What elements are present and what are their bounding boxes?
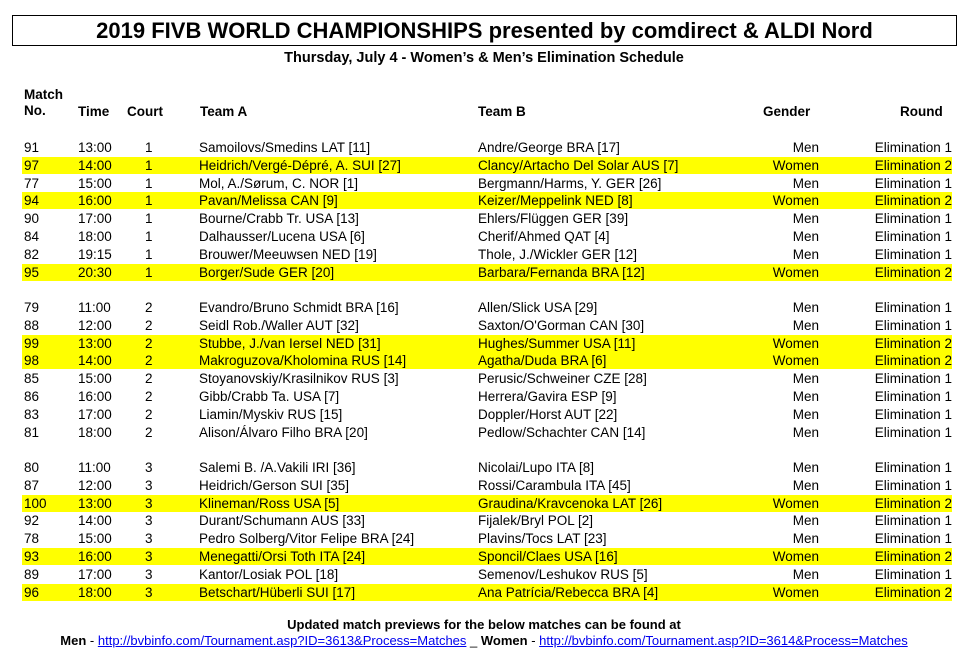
cell-round: Elimination 1 [874,513,952,529]
page-title: 2019 FIVB WORLD CHAMPIONSHIPS presented by comdirect & ALDI Nord [12,15,957,46]
header-time: Time [78,104,110,119]
men-separator: - [86,633,98,648]
cell-court: 1 [145,246,153,262]
cell-gender: Men [792,424,819,440]
cell-gender: Men [792,246,819,262]
cell-gender: Women [772,584,819,600]
men-label: Men [60,633,87,648]
table-row [22,477,952,494]
cell-team-b: Cherif/Ahmed QAT [4] [478,229,610,244]
header-round: Round [900,104,943,119]
cell-court: 2 [145,371,153,387]
header-match-line1: Match [24,87,64,102]
table-row [22,406,952,423]
cell-time: 17:00 [78,566,112,582]
table-row [22,246,952,263]
cell-gender: Women [772,353,819,369]
cell-match-no: 83 [24,406,40,422]
header-team-a: Team A [200,104,248,119]
cell-time: 14:00 [78,513,112,529]
cell-team-b: Herrera/Gavira ESP [9] [478,389,617,404]
cell-team-b: Barbara/Fernanda BRA [12] [478,264,645,280]
men-link[interactable]: http://bvbinfo.com/Tournament.asp?ID=3613&Process=Matches [97,633,467,648]
women-link[interactable]: http://bvbinfo.com/Tournament.asp?ID=3614&Process=Matches [539,633,908,648]
cell-court: 3 [145,460,153,475]
cell-match-no: 95 [24,264,40,280]
table-row [22,192,952,209]
cell-round: Elimination 2 [874,157,952,173]
cell-match-no: 88 [24,317,40,333]
cell-round: Elimination 2 [874,584,952,600]
table-row [22,566,952,583]
cell-team-b: Thole, J./Wickler GER [12] [478,246,638,262]
cell-court: 1 [145,193,153,209]
cell-match-no: 99 [24,335,40,351]
cell-match-no: 97 [24,157,40,173]
cell-round: Elimination 2 [874,264,952,280]
cell-match-no: 87 [24,477,40,493]
cell-match-no: 98 [24,353,40,369]
cell-team-a: Stoyanovskiy/Krasilnikov RUS [3] [199,371,399,387]
cell-round: Elimination 1 [874,531,952,547]
women-label: Women [480,633,528,648]
cell-team-b: Hughes/Summer USA [11] [478,335,636,351]
cell-gender: Men [792,371,819,387]
cell-team-b: Ana Patrícia/Rebecca BRA [4] [478,584,659,600]
cell-round: Elimination 1 [874,424,952,440]
header-match-line2: No. [24,103,46,118]
footer-note: Updated match previews for the below matches can be found at [287,617,681,632]
cell-gender: Women [772,549,819,564]
cell-match-no: 89 [24,566,40,582]
cell-match-no: 86 [24,389,40,404]
cell-time: 15:00 [78,531,112,547]
cell-team-a: Stubbe, J./van Iersel NED [31] [199,335,381,351]
table-row [22,388,952,405]
cell-round: Elimination 1 [874,566,952,582]
cell-team-a: Brouwer/Meeuwsen NED [19] [199,246,377,262]
cell-round: Elimination 2 [874,495,952,511]
table-row [22,370,952,387]
cell-team-a: Mol, A./Sørum, C. NOR [1] [199,175,359,191]
cell-team-a: Pedro Solberg/Vitor Felipe BRA [24] [199,531,415,547]
cell-gender: Women [772,495,819,511]
table-row [22,157,952,174]
cell-court: 3 [145,495,153,511]
header-match-no [24,87,63,119]
cell-court: 1 [145,229,153,244]
cell-court: 1 [145,140,153,155]
table-row [22,139,952,156]
table-row [22,512,952,529]
cell-team-a: Borger/Sude GER [20] [199,264,335,280]
header-team-b: Team B [478,104,526,119]
cell-gender: Men [792,477,819,493]
cell-round: Elimination 2 [874,335,952,351]
cell-team-b: Agatha/Duda BRA [6] [478,353,607,369]
cell-team-b: Rossi/Carambula ITA [45] [478,477,631,493]
cell-gender: Men [792,300,819,315]
cell-team-b: Semenov/Leshukov RUS [5] [478,566,648,582]
cell-team-a: Pavan/Melissa CAN [9] [199,193,338,209]
mid-separator: _ [466,633,481,648]
cell-team-a: Heidrich/Vergé-Dépré, A. SUI [27] [199,157,401,173]
cell-court: 3 [145,513,153,529]
cell-team-a: Alison/Álvaro Filho BRA [20] [199,424,368,440]
cell-round: Elimination 1 [874,300,952,315]
page-subtitle: Thursday, July 4 - Women’s & Men’s Elimination Schedule [284,50,684,66]
cell-team-a: Klineman/Ross USA [5] [199,495,340,511]
cell-time: 16:00 [78,193,112,209]
cell-gender: Men [792,140,819,155]
cell-match-no: 96 [24,584,40,600]
cell-court: 1 [145,264,153,280]
women-separator: - [527,633,540,648]
cell-court: 1 [145,157,153,173]
cell-court: 3 [145,566,153,582]
cell-time: 16:00 [78,549,112,564]
cell-team-b: Graudina/Kravcenoka LAT [26] [478,495,663,511]
cell-round: Elimination 1 [874,406,952,422]
cell-time: 17:00 [78,406,112,422]
cell-court: 2 [145,424,153,440]
cell-match-no: 93 [24,549,40,564]
table-row [22,264,952,281]
cell-team-b: Perusic/Schweiner CZE [28] [478,371,647,387]
cell-team-b: Nicolai/Lupo ITA [8] [478,460,595,475]
cell-team-b: Ehlers/Flüggen GER [39] [478,211,629,227]
cell-gender: Men [792,175,819,191]
cell-gender: Men [792,531,819,547]
cell-match-no: 82 [24,246,40,262]
table-row [22,584,952,601]
cell-time: 14:00 [78,353,112,369]
cell-gender: Women [772,335,819,351]
cell-team-a: Makroguzova/Kholomina RUS [14] [199,353,407,369]
cell-team-b: Sponcil/Claes USA [16] [478,549,618,564]
table-row [22,299,952,316]
cell-court: 2 [145,389,153,404]
cell-round: Elimination 1 [874,317,952,333]
cell-time: 17:00 [78,211,112,227]
cell-time: 20:30 [78,264,112,280]
cell-court: 2 [145,353,153,369]
table-row [22,548,952,565]
table-row [22,495,952,512]
cell-time: 11:00 [78,460,111,475]
table-row [22,317,952,334]
cell-team-b: Andre/George BRA [17] [478,140,620,155]
cell-court: 2 [145,406,153,422]
cell-gender: Women [772,157,819,173]
cell-round: Elimination 1 [874,229,952,244]
cell-team-a: Dalhausser/Lucena USA [6] [199,229,365,244]
cell-time: 13:00 [78,140,112,155]
cell-round: Elimination 2 [874,193,952,209]
cell-team-b: Keizer/Meppelink NED [8] [478,193,633,209]
cell-time: 15:00 [78,371,112,387]
cell-team-b: Pedlow/Schachter CAN [14] [478,424,646,440]
cell-court: 2 [145,317,153,333]
cell-team-b: Allen/Slick USA [29] [478,300,598,315]
cell-team-a: Betschart/Hüberli SUI [17] [199,584,356,600]
cell-gender: Men [792,389,819,404]
cell-gender: Men [792,406,819,422]
cell-team-a: Salemi B. /A.Vakili IRI [36] [199,460,356,475]
cell-time: 13:00 [78,495,112,511]
cell-team-a: Heidrich/Gerson SUI [35] [199,477,350,493]
cell-gender: Men [792,513,819,529]
header-gender: Gender [763,104,811,119]
cell-match-no: 100 [24,495,47,511]
cell-round: Elimination 1 [874,211,952,227]
cell-match-no: 80 [24,460,40,475]
cell-team-b: Plavins/Tocs LAT [23] [478,531,607,547]
cell-court: 3 [145,477,153,493]
cell-gender: Men [792,566,819,582]
cell-round: Elimination 2 [874,353,952,369]
cell-time: 12:00 [78,317,112,333]
cell-team-a: Evandro/Bruno Schmidt BRA [16] [199,300,399,315]
cell-match-no: 92 [24,513,40,529]
cell-gender: Women [772,264,819,280]
cell-round: Elimination 1 [874,477,952,493]
cell-team-b: Doppler/Horst AUT [22] [478,406,618,422]
cell-team-b: Fijalek/Bryl POL [2] [478,513,594,529]
table-row [22,530,952,547]
cell-time: 18:00 [78,424,112,440]
cell-gender: Men [792,460,819,475]
cell-time: 16:00 [78,389,112,404]
header-court: Court [127,104,163,119]
cell-court: 2 [145,300,153,315]
cell-round: Elimination 1 [874,460,952,475]
cell-match-no: 79 [24,300,40,315]
cell-court: 3 [145,531,153,547]
table-row [22,424,952,441]
table-row [22,352,952,369]
cell-time: 15:00 [78,175,112,191]
cell-team-b: Bergmann/Harms, Y. GER [26] [478,175,662,191]
cell-team-a: Durant/Schumann AUS [33] [199,513,365,529]
table-row [22,210,952,227]
cell-gender: Men [792,211,819,227]
cell-match-no: 81 [24,424,40,440]
cell-gender: Men [792,317,819,333]
cell-time: 18:00 [78,584,112,600]
cell-team-a: Kantor/Losiak POL [18] [199,566,339,582]
table-row [22,459,952,476]
cell-time: 19:15 [78,246,112,262]
cell-team-a: Bourne/Crabb Tr. USA [13] [199,211,359,227]
cell-team-b: Saxton/O'Gorman CAN [30] [478,317,645,333]
cell-court: 1 [145,211,153,227]
cell-round: Elimination 1 [874,246,952,262]
cell-court: 2 [145,335,153,351]
cell-match-no: 78 [24,531,40,547]
cell-match-no: 91 [24,140,40,155]
cell-match-no: 85 [24,371,40,387]
cell-round: Elimination 1 [874,371,952,387]
cell-team-a: Liamin/Myskiv RUS [15] [199,406,343,422]
cell-time: 18:00 [78,229,112,244]
cell-time: 11:00 [78,300,111,315]
cell-match-no: 94 [24,193,40,209]
footer-links [0,633,968,648]
cell-team-b: Clancy/Artacho Del Solar AUS [7] [478,157,679,173]
cell-match-no: 90 [24,211,40,227]
cell-gender: Women [772,193,819,209]
cell-gender: Men [792,229,819,244]
cell-court: 3 [145,549,153,564]
cell-team-a: Samoilovs/Smedins LAT [11] [199,140,371,155]
cell-team-a: Menegatti/Orsi Toth ITA [24] [199,549,366,564]
table-row [22,175,952,192]
table-row [22,228,952,245]
cell-team-a: Seidl Rob./Waller AUT [32] [199,317,359,333]
cell-court: 3 [145,584,153,600]
cell-round: Elimination 2 [874,549,952,564]
table-row [22,335,952,352]
cell-round: Elimination 1 [874,140,952,155]
cell-team-a: Gibb/Crabb Ta. USA [7] [199,389,340,404]
cell-match-no: 77 [24,175,40,191]
cell-time: 12:00 [78,477,112,493]
cell-time: 14:00 [78,157,112,173]
cell-round: Elimination 1 [874,389,952,404]
cell-time: 13:00 [78,335,112,351]
cell-court: 1 [145,175,153,191]
cell-match-no: 84 [24,229,40,244]
cell-round: Elimination 1 [874,175,952,191]
